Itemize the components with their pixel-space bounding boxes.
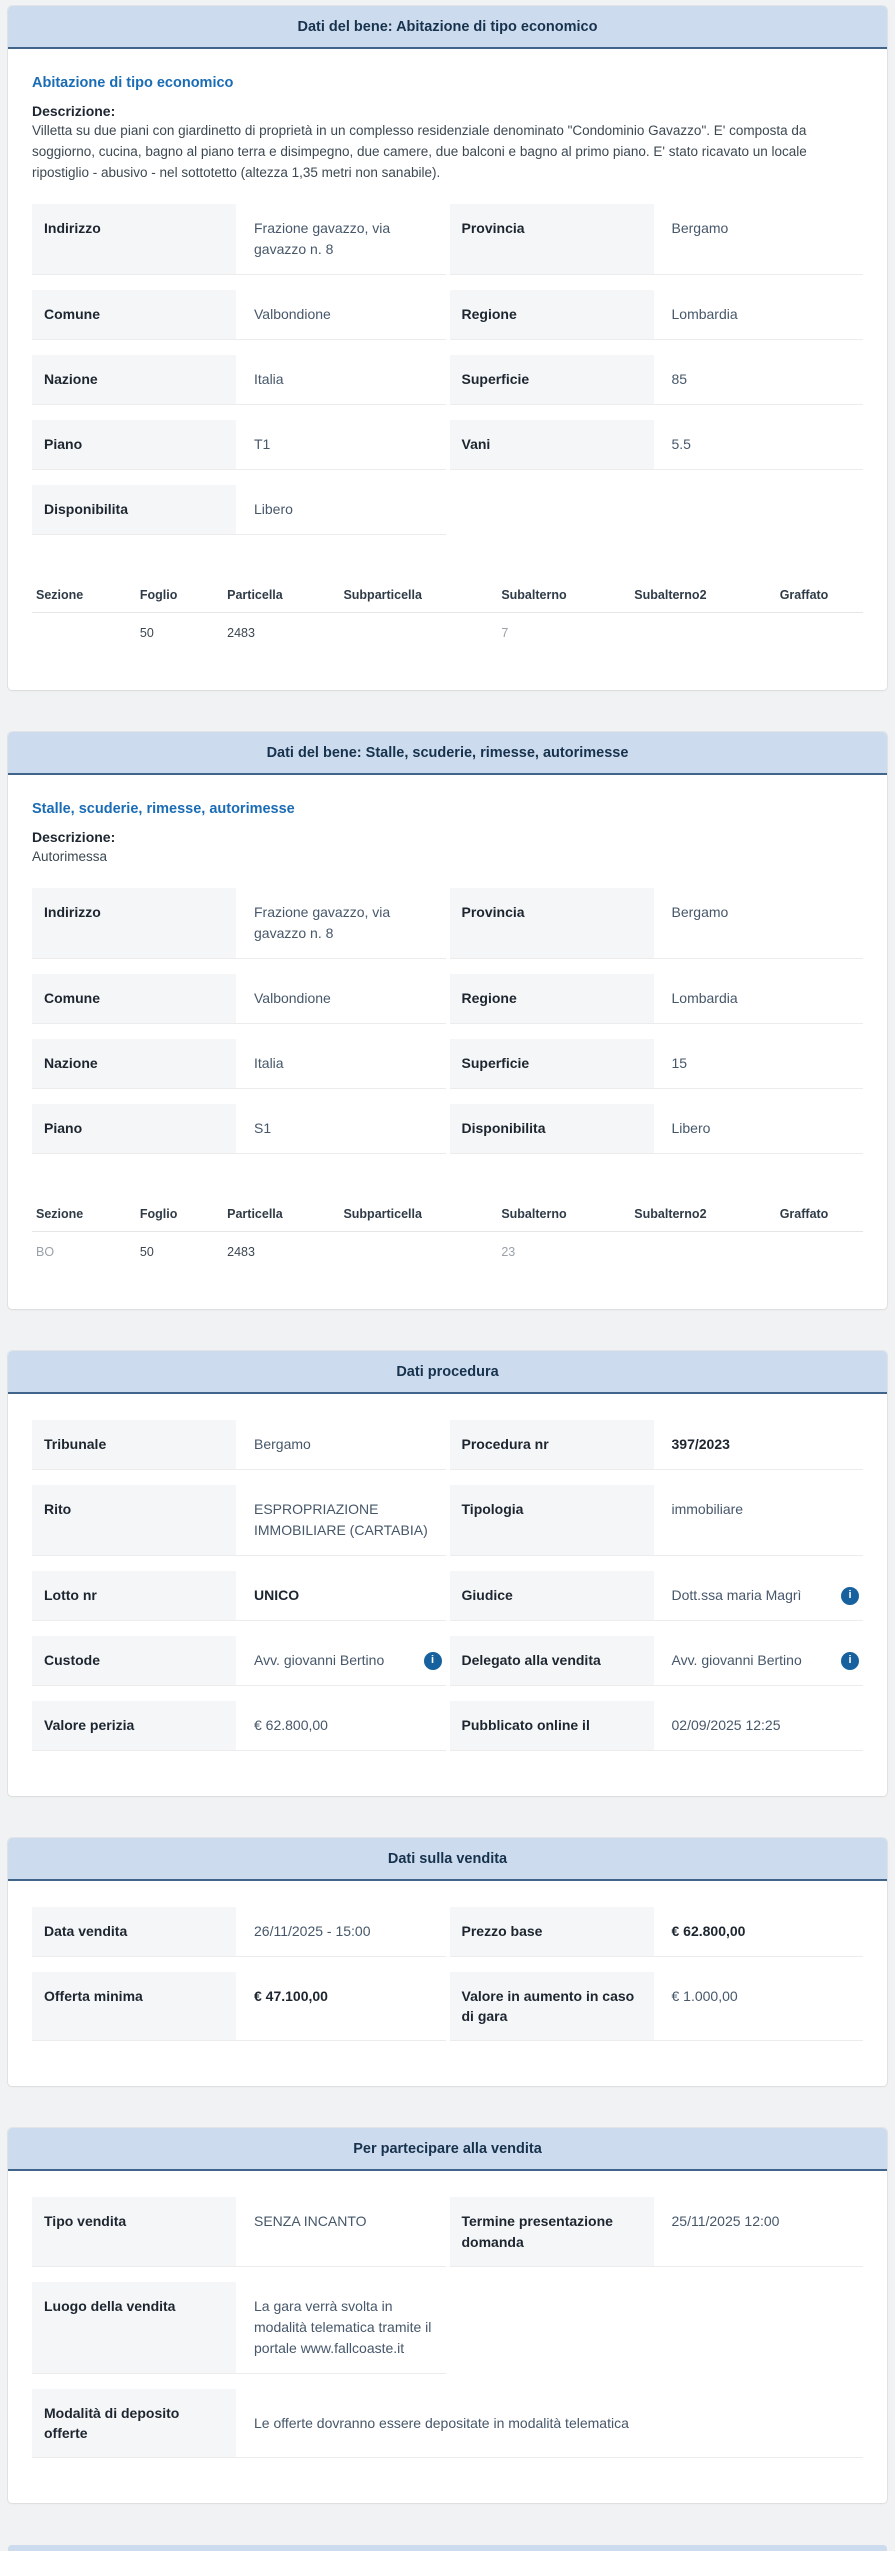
field-valore-aumento — [450, 1972, 864, 2042]
col-header-graffato: Graffato — [776, 1197, 863, 1232]
field-tipologia — [450, 1485, 864, 1556]
next-section-band-edge — [8, 2545, 887, 2551]
participation-fields — [32, 2197, 863, 2473]
field-value: Bergamo — [671, 903, 729, 920]
field-value: Italia — [254, 370, 284, 387]
col-header-sezione: Sezione — [32, 1197, 136, 1232]
field-label: Procedura nr — [450, 1420, 654, 1469]
property-fields — [32, 204, 863, 550]
field-label: Comune — [32, 290, 236, 339]
field-tipo-vendita — [32, 2197, 446, 2267]
field-label: Tipologia — [450, 1485, 654, 1555]
field-value: ESPROPRIAZIONE IMMOBILIARE (CARTABIA) — [254, 1500, 428, 1538]
section-band-title: Dati del bene: Stalle, scuderie, rimesse, autorimesse — [8, 732, 887, 775]
col-header-sezione: Sezione — [32, 578, 136, 613]
field-luogo-vendita — [32, 2282, 446, 2374]
field-regione — [450, 974, 864, 1024]
field-value: 5.5 — [671, 435, 691, 452]
field-comune — [32, 290, 446, 340]
field-value: € 47.100,00 — [254, 1987, 328, 2004]
field-value: € 1.000,00 — [671, 1987, 738, 2004]
sale-fields — [32, 1907, 863, 2057]
catasto-header-row — [32, 1197, 863, 1232]
field-label: Delegato alla vendita — [450, 1636, 654, 1685]
field-value: Lombardia — [671, 305, 738, 322]
info-icon[interactable] — [841, 1587, 859, 1605]
col-header-subparticella: Subparticella — [339, 1197, 497, 1232]
field-value: immobiliare — [671, 1500, 744, 1517]
field-data-vendita — [32, 1907, 446, 1957]
cell-subalterno2 — [630, 612, 775, 660]
field-pubblicato-online — [450, 1701, 864, 1751]
field-label: Indirizzo — [32, 888, 236, 958]
property-fields — [32, 888, 863, 1169]
cell-subalterno: 23 — [501, 1244, 516, 1259]
col-header-foglio: Foglio — [136, 578, 223, 613]
field-value: S1 — [254, 1119, 272, 1136]
section-partecipare-vendita — [8, 2128, 887, 2503]
field-label: Termine presentazione domanda — [450, 2197, 654, 2266]
info-icon[interactable] — [424, 1652, 442, 1670]
field-label: Lotto nr — [32, 1571, 236, 1620]
field-value: 15 — [671, 1054, 688, 1071]
field-indirizzo — [32, 888, 446, 959]
field-label: Pubblicato online il — [450, 1701, 654, 1750]
field-provincia — [450, 204, 864, 275]
field-label: Regione — [450, 290, 654, 339]
field-value: Le offerte dovranno essere depositate in modalità telematica — [254, 2414, 629, 2431]
field-lotto-nr — [32, 1571, 446, 1621]
cell-particella: 2483 — [227, 1244, 255, 1259]
field-label: Valore perizia — [32, 1701, 236, 1750]
cell-subparticella — [339, 612, 497, 660]
field-prezzo-base — [450, 1907, 864, 1957]
field-label: Superficie — [450, 355, 654, 404]
cell-sezione — [32, 612, 136, 660]
col-header-foglio: Foglio — [136, 1197, 223, 1232]
field-value: Bergamo — [671, 219, 729, 236]
field-tribunale — [32, 1420, 446, 1470]
field-disponibilita — [32, 485, 446, 535]
field-superficie — [450, 1039, 864, 1089]
field-value: La gara verrà svolta in modalità telematica tramite il portale www.fallcoaste.it — [254, 2297, 432, 2356]
field-label: Rito — [32, 1485, 236, 1555]
catasto-data-row — [32, 1231, 863, 1279]
field-offerta-minima — [32, 1972, 446, 2042]
property-title: Stalle, scuderie, rimesse, autorimesse — [32, 800, 295, 817]
section-band-title: Per partecipare alla vendita — [8, 2128, 887, 2171]
cell-sezione: BO — [36, 1244, 55, 1259]
field-value: Valbondione — [254, 305, 331, 322]
procedure-fields — [32, 1420, 863, 1766]
cell-foglio: 50 — [139, 1244, 154, 1259]
field-delegato — [450, 1636, 864, 1686]
section-dati-vendita — [8, 1838, 887, 2087]
property-title: Abitazione di tipo economico — [32, 75, 234, 91]
field-label: Provincia — [450, 888, 654, 958]
col-header-subalterno: Subalterno — [497, 578, 630, 613]
field-termine-domanda — [450, 2197, 864, 2267]
field-label: Giudice — [450, 1571, 654, 1620]
field-piano — [32, 1104, 446, 1154]
field-regione — [450, 290, 864, 340]
field-label: Indirizzo — [32, 204, 236, 274]
field-value: € 62.800,00 — [254, 1716, 328, 1733]
field-value: SENZA INCANTO — [254, 2213, 367, 2230]
field-custode — [32, 1636, 446, 1686]
field-comune — [32, 974, 446, 1024]
field-value: Libero — [254, 500, 293, 517]
field-value: 397/2023 — [671, 1435, 730, 1452]
section-band-title: Dati del bene: Abitazione di tipo economico — [8, 6, 887, 49]
field-value: Dott.ssa maria Magrì — [671, 1586, 802, 1603]
field-label: Provincia — [450, 204, 654, 274]
col-header-subparticella: Subparticella — [339, 578, 497, 613]
field-vani — [450, 420, 864, 470]
cell-subparticella — [339, 1231, 497, 1279]
field-modalita-deposito — [32, 2389, 863, 2459]
field-label: Vani — [450, 420, 654, 469]
field-piano — [32, 420, 446, 470]
field-value: Frazione gavazzo, via gavazzo n. 8 — [254, 903, 391, 941]
field-value: T1 — [254, 435, 271, 452]
field-empty — [450, 485, 864, 535]
section-dati-procedura — [8, 1351, 887, 1796]
catasto-table — [32, 1197, 863, 1279]
field-value: Avv. giovanni Bertino — [671, 1651, 802, 1668]
field-label: Nazione — [32, 1039, 236, 1088]
section-band-title: Dati procedura — [8, 1351, 887, 1394]
field-label: Custode — [32, 1636, 236, 1685]
description-text: Villetta su due piani con giardinetto di proprietà in un complesso residenziale denominato "Condominio Gavazzo". E' composta da soggiorno, cucina, bagno al piano terra e disimpegno, due camere, due balconi e bagno al primo piano. E' stato ricavato un locale ripostiglio - abusivo - nel sottotetto (altezza 1,35 metri non sanabile). — [32, 123, 807, 180]
field-value: 26/11/2025 - 15:00 — [254, 1922, 371, 1939]
field-label: Piano — [32, 1104, 236, 1153]
field-value: Italia — [254, 1054, 284, 1071]
section-bene-abitazione — [8, 6, 887, 690]
cell-graffato — [776, 612, 863, 660]
field-label: Regione — [450, 974, 654, 1023]
field-label: Offerta minima — [32, 1972, 236, 2041]
cell-foglio: 50 — [139, 625, 154, 640]
field-label: Luogo della vendita — [32, 2282, 236, 2373]
field-nazione — [32, 355, 446, 405]
field-value: UNICO — [254, 1586, 300, 1603]
col-header-particella: Particella — [223, 1197, 339, 1232]
field-label: Tipo vendita — [32, 2197, 236, 2266]
field-value: Valbondione — [254, 989, 331, 1006]
field-procedura-nr — [450, 1420, 864, 1470]
field-value: 02/09/2025 12:25 — [671, 1716, 781, 1733]
section-band-title: Dati sulla vendita — [8, 1838, 887, 1881]
col-header-particella: Particella — [223, 578, 339, 613]
field-label: Disponibilita — [32, 485, 236, 534]
col-header-subalterno2: Subalterno2 — [630, 1197, 775, 1232]
field-label: Data vendita — [32, 1907, 236, 1956]
info-icon[interactable] — [841, 1652, 859, 1670]
field-label: Modalità di deposito offerte — [32, 2389, 236, 2458]
field-giudice — [450, 1571, 864, 1621]
field-label: Nazione — [32, 355, 236, 404]
cell-graffato — [776, 1231, 863, 1279]
field-value: Lombardia — [671, 989, 738, 1006]
section-bene-autorimessa — [8, 732, 887, 1309]
col-header-subalterno2: Subalterno2 — [630, 578, 775, 613]
cell-particella: 2483 — [227, 625, 255, 640]
description-label: Descrizione: — [32, 103, 116, 119]
col-header-graffato: Graffato — [776, 578, 863, 613]
field-nazione — [32, 1039, 446, 1089]
cell-subalterno: 7 — [501, 625, 509, 640]
field-provincia — [450, 888, 864, 959]
col-header-subalterno: Subalterno — [497, 1197, 630, 1232]
catasto-header-row — [32, 578, 863, 613]
description-label: Descrizione: — [32, 828, 116, 845]
field-label: Comune — [32, 974, 236, 1023]
field-label: Tribunale — [32, 1420, 236, 1469]
field-label: Disponibilita — [450, 1104, 654, 1153]
field-value: € 62.800,00 — [671, 1922, 746, 1939]
field-value: 25/11/2025 12:00 — [671, 2213, 780, 2230]
field-value: Frazione gavazzo, via gavazzo n. 8 — [254, 219, 391, 257]
field-indirizzo — [32, 204, 446, 275]
field-value: Bergamo — [254, 1435, 311, 1452]
field-disponibilita — [450, 1104, 864, 1154]
field-label: Piano — [32, 420, 236, 469]
field-value: Avv. giovanni Bertino — [254, 1651, 385, 1668]
field-value: Libero — [671, 1119, 711, 1136]
field-value: 85 — [671, 370, 688, 387]
field-empty — [450, 2282, 864, 2374]
field-superficie — [450, 355, 864, 405]
catasto-data-row — [32, 612, 863, 660]
field-valore-perizia — [32, 1701, 446, 1751]
field-rito — [32, 1485, 446, 1556]
field-label: Superficie — [450, 1039, 654, 1088]
catasto-table — [32, 578, 863, 660]
field-label: Prezzo base — [450, 1907, 654, 1956]
field-label: Valore in aumento in caso di gara — [450, 1972, 654, 2041]
description-text: Autorimessa — [32, 848, 108, 864]
cell-subalterno2 — [630, 1231, 775, 1279]
